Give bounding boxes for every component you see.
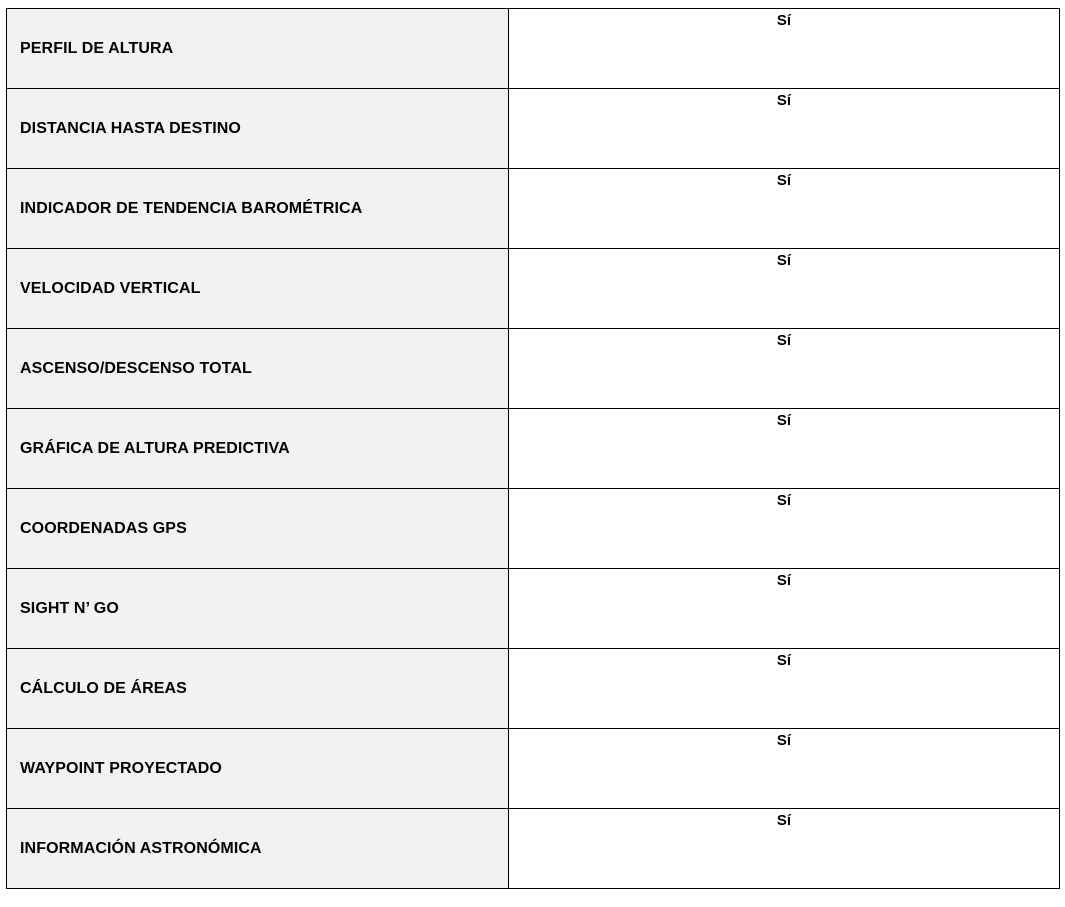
feature-value: Sí bbox=[509, 89, 1060, 169]
feature-label: GRÁFICA DE ALTURA PREDICTIVA bbox=[7, 409, 509, 489]
feature-label: ASCENSO/DESCENSO TOTAL bbox=[7, 329, 509, 409]
feature-value: Sí bbox=[509, 809, 1060, 889]
feature-value: Sí bbox=[509, 569, 1060, 649]
feature-value: Sí bbox=[509, 729, 1060, 809]
feature-label: INFORMACIÓN ASTRONÓMICA bbox=[7, 809, 509, 889]
feature-value: Sí bbox=[509, 649, 1060, 729]
table-row bbox=[7, 649, 1060, 729]
feature-value: Sí bbox=[509, 249, 1060, 329]
feature-label: INDICADOR DE TENDENCIA BAROMÉTRICA bbox=[7, 169, 509, 249]
feature-label: CÁLCULO DE ÁREAS bbox=[7, 649, 509, 729]
feature-label: SIGHT N’ GO bbox=[7, 569, 509, 649]
table-row bbox=[7, 89, 1060, 169]
feature-table bbox=[6, 8, 1060, 889]
feature-value: Sí bbox=[509, 329, 1060, 409]
table-row bbox=[7, 809, 1060, 889]
table-row bbox=[7, 729, 1060, 809]
feature-label: PERFIL DE ALTURA bbox=[7, 9, 509, 89]
table-row bbox=[7, 329, 1060, 409]
feature-label: COORDENADAS GPS bbox=[7, 489, 509, 569]
table-row bbox=[7, 169, 1060, 249]
table-row bbox=[7, 249, 1060, 329]
feature-table-body bbox=[7, 9, 1060, 889]
feature-label: DISTANCIA HASTA DESTINO bbox=[7, 89, 509, 169]
feature-value: Sí bbox=[509, 169, 1060, 249]
table-row bbox=[7, 489, 1060, 569]
table-row bbox=[7, 409, 1060, 489]
feature-value: Sí bbox=[509, 409, 1060, 489]
table-row bbox=[7, 569, 1060, 649]
feature-label: WAYPOINT PROYECTADO bbox=[7, 729, 509, 809]
table-row bbox=[7, 9, 1060, 89]
feature-label: VELOCIDAD VERTICAL bbox=[7, 249, 509, 329]
feature-value: Sí bbox=[509, 489, 1060, 569]
feature-value: Sí bbox=[509, 9, 1060, 89]
